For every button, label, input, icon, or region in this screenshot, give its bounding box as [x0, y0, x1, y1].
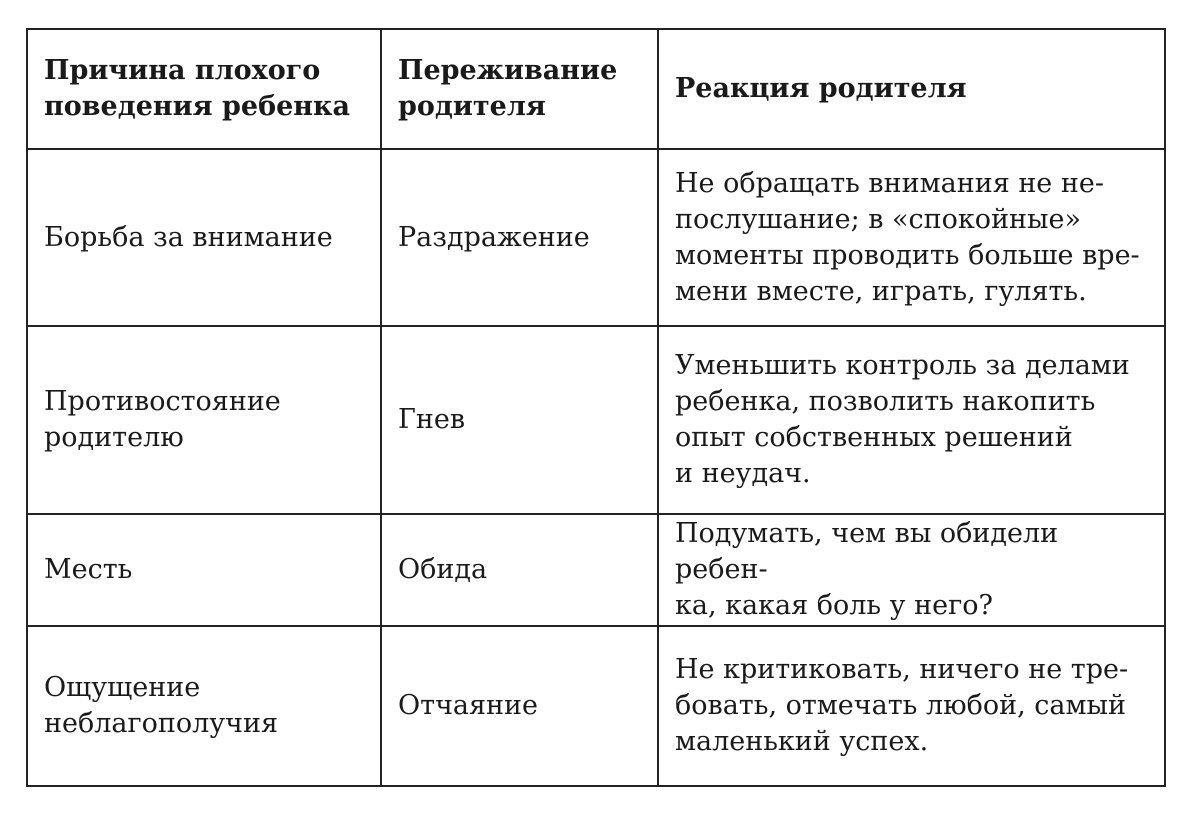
cell-reaction: Не критиковать, ничего не тре- бовать, отмечать любой, самый маленький успех.	[658, 626, 1165, 786]
header-cause: Причина плохого поведения ребенка	[27, 29, 381, 149]
cell-feeling: Отчаяние	[381, 626, 658, 786]
table-header-row	[27, 29, 1165, 149]
cell-feeling: Гнев	[381, 326, 658, 514]
header-reaction: Реакция родителя	[658, 29, 1165, 149]
table-row	[27, 626, 1165, 786]
table-row	[27, 149, 1165, 326]
cell-cause: Борьба за внимание	[27, 149, 381, 326]
header-feeling: Переживание родителя	[381, 29, 658, 149]
cell-reaction: Не обращать внимания не не- послушание; в «спокойные» моменты проводить больше вре- мени вместе, играть, гулять.	[658, 149, 1165, 326]
cell-feeling: Обида	[381, 514, 658, 626]
cell-reaction: Уменьшить контроль за делами ребенка, позволить накопить опыт собственных решений и неудач.	[658, 326, 1165, 514]
table-row	[27, 514, 1165, 626]
cell-reaction: Подумать, чем вы обидели ребен- ка, какая боль у него?	[658, 514, 1165, 626]
cell-cause: Ощущение неблагополучия	[27, 626, 381, 786]
cell-feeling: Раздражение	[381, 149, 658, 326]
table-row	[27, 326, 1165, 514]
cell-cause: Месть	[27, 514, 381, 626]
behavior-table	[26, 28, 1166, 787]
cell-cause: Противостояние родителю	[27, 326, 381, 514]
